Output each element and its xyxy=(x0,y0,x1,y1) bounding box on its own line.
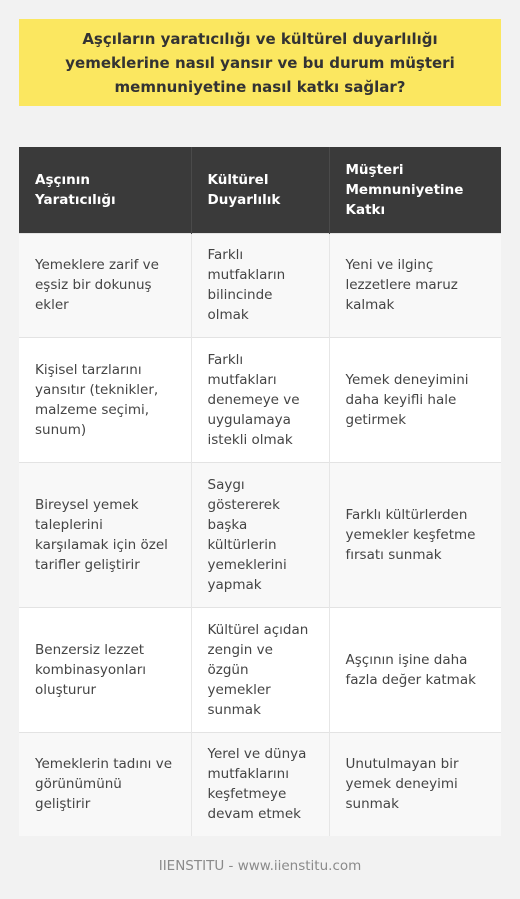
table-cell: Saygı göstererek başka kültürlerin yemeklerini yapmak xyxy=(191,462,329,607)
table-cell: Yemek deneyimini daha keyifli hale getirmek xyxy=(329,337,501,462)
table-row xyxy=(19,607,501,732)
table-cell: Yemeklerin tadını ve görünümünü geliştirir xyxy=(19,732,191,836)
table-cell: Kültürel açıdan zengin ve özgün yemekler sunmak xyxy=(191,607,329,732)
table-cell: Aşçının işine daha fazla değer katmak xyxy=(329,607,501,732)
header-cultural-sensitivity: Kültürel Duyarlılık xyxy=(191,147,329,233)
footer-credit: IIENSTITU - www.iienstitu.com xyxy=(158,858,362,874)
table-row xyxy=(19,462,501,607)
table-cell: Benzersiz lezzet kombinasyonları oluşturur xyxy=(19,607,191,732)
table-row xyxy=(19,233,501,337)
table-cell: Kişisel tarzlarını yansıtır (teknikler, malzeme seçimi, sunum) xyxy=(19,337,191,462)
comparison-table xyxy=(19,147,501,836)
title-banner xyxy=(19,19,501,106)
page-title: Aşçıların yaratıcılığı ve kültürel duyarlılığı yemeklerine nasıl yansır ve bu durum müşteri memnuniyetine nasıl katkı sağlar? xyxy=(65,29,455,96)
table-cell: Yeni ve ilginç lezzetlere maruz kalmak xyxy=(329,233,501,337)
table-cell: Yemeklere zarif ve eşsiz bir dokunuş ekler xyxy=(19,233,191,337)
table-cell: Farklı mutfakların bilincinde olmak xyxy=(191,233,329,337)
header-creativity: Aşçının Yaratıcılığı xyxy=(19,147,191,233)
table-row xyxy=(19,337,501,462)
table-cell: Yerel ve dünya mutfaklarını keşfetmeye devam etmek xyxy=(191,732,329,836)
table-row xyxy=(19,732,501,836)
table-cell: Farklı mutfakları denemeye ve uygulamaya istekli olmak xyxy=(191,337,329,462)
table-header-row xyxy=(19,147,501,233)
table-cell: Farklı kültürlerden yemekler keşfetme fırsatı sunmak xyxy=(329,462,501,607)
header-customer-satisfaction: Müşteri Memnuniyetine Katkı xyxy=(329,147,501,233)
table-cell: Bireysel yemek taleplerini karşılamak için özel tarifler geliştirir xyxy=(19,462,191,607)
table-cell: Unutulmayan bir yemek deneyimi sunmak xyxy=(329,732,501,836)
